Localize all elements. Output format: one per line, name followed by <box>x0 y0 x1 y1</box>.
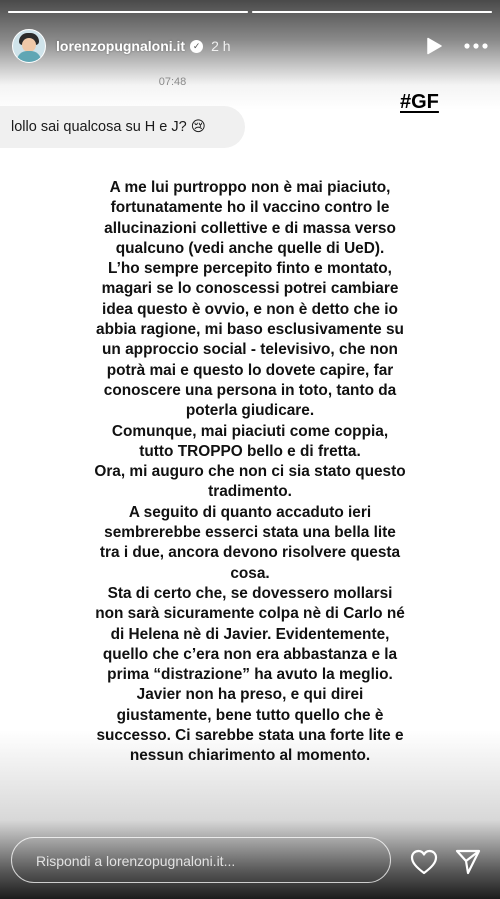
story-text-line: tra i due, ancora devono risolvere questa <box>99 544 401 562</box>
reply-bar[interactable] <box>11 837 391 883</box>
avatar-body <box>17 51 41 63</box>
progress-fill <box>252 11 492 13</box>
story-text-line: Sta di certo che, se dovessero mollarsi <box>107 584 393 602</box>
hashtag-sticker[interactable]: #GF <box>400 91 439 113</box>
chat-timestamp: 07:48 <box>158 76 187 88</box>
story-text-line: magari se lo conoscessi potrei cambiare <box>101 280 399 298</box>
avatar-face <box>22 38 36 52</box>
story-header <box>12 28 488 64</box>
username[interactable]: lorenzopugnaloni.it <box>56 38 186 54</box>
progress-fill <box>8 11 248 13</box>
play-icon[interactable] <box>426 37 442 55</box>
story-progress <box>8 11 492 13</box>
heart-icon[interactable] <box>410 849 438 880</box>
avatar[interactable] <box>12 29 46 63</box>
chat-message: lollo sai qualcosa su H e J? 😢 <box>11 119 206 135</box>
story-text-line: nessun chiarimento al momento. <box>129 747 371 765</box>
verified-badge-icon: ✓ <box>190 40 203 53</box>
story-text-line: A me lui purtroppo non è mai piaciuto, <box>109 179 391 196</box>
story-text-line: Ora, mi auguro che non ci sia stato questo <box>94 463 406 481</box>
story-text-line: quello che c’era non era abbastanza e la <box>102 645 398 663</box>
story-text-line: prima “distrazione” ha avuto la meglio. <box>107 666 393 684</box>
chat-bubble <box>0 106 245 148</box>
story-text-line: potrà mai e questo lo dovete capire, far <box>106 361 394 379</box>
story-text-line: Javier non ha preso, e qui direi <box>136 686 364 704</box>
story-text-line: cosa. <box>230 564 270 582</box>
story-text-line: di Helena nè di Javier. Evidentemente, <box>110 625 390 643</box>
story-text-line: tutto TROPPO bello e di fretta. <box>139 442 361 460</box>
story-text-line: successo. Ci sarebbe stata una forte lite e <box>96 727 404 745</box>
story-text-line: un approccio social - televisivo, che non <box>102 341 398 359</box>
story-text-line: poterla giudicare. <box>185 402 315 420</box>
send-icon[interactable] <box>455 849 481 880</box>
header-actions <box>426 37 488 55</box>
reply-input[interactable] <box>34 838 378 884</box>
story-text-line: L’ho sempre percepito finto e montato, <box>108 260 392 278</box>
story-text-line: idea questo è ovvio, e non è detto che io <box>102 300 398 318</box>
story-text-line: tradimento. <box>208 483 292 501</box>
story-text-block <box>40 178 460 767</box>
more-icon[interactable] <box>464 43 488 49</box>
story-text-line: sembrerebbe esserci stata una bella lite <box>104 524 396 542</box>
story-text-line: non sarà sicuramente colpa nè di Carlo né <box>95 605 405 623</box>
progress-segment <box>8 11 248 13</box>
story-text-line: qualcuno (vedi anche quelle di UeD). <box>115 239 385 257</box>
story-text-line: A seguito di quanto accaduto ieri <box>128 503 372 521</box>
story-text-line: allucinazioni collettive e di massa verso <box>104 219 396 237</box>
story-text-line: abbia ragione, mi baso esclusivamente su <box>96 321 404 339</box>
progress-segment <box>252 11 492 13</box>
story-text-line: giustamente, bene tutto quello che è <box>116 706 384 724</box>
story-text-line: Comunque, mai piaciuti come coppia, <box>111 422 389 440</box>
story-text-line: fortunatamente ho il vaccino contro le <box>110 199 390 217</box>
post-time: 2 h <box>211 38 231 54</box>
story-text-line: conoscere una persona in toto, tanto da <box>103 381 397 399</box>
